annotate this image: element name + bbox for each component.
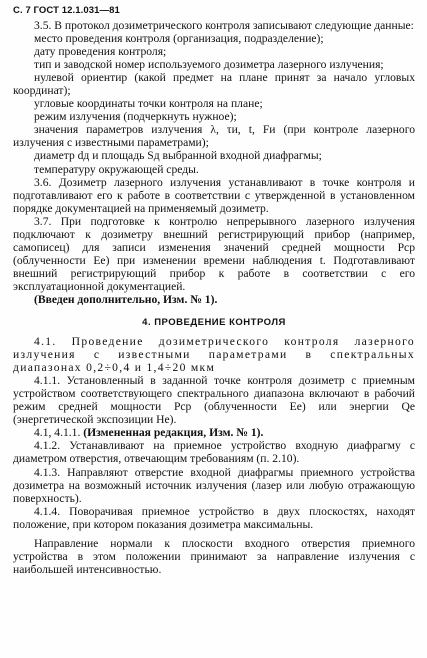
paragraph-4-1-3: 4.1.3. Направляют отверстие входной диафрагмы приемного устройства дозиметра на возможный источник излучения (лазер или любую отражающую поверхность). — [13, 465, 415, 505]
list-item: нулевой ориентир (какой предмет на плане принят за начало угловых координат); — [13, 71, 415, 98]
paragraph-4-1-2: 4.1.2. Устанавливают на приемное устройство входную диафрагму с диаметром отверстия, отвечающим требованиям (п. 2.10). — [13, 439, 415, 466]
amendment-note: (Измененная редакция, Изм. № 1). — [83, 426, 264, 440]
paragraph-3-5: 3.5. В протокол дозиметрического контроля записывают следующие данные: — [34, 19, 414, 32]
section-title: 4. ПРОВЕДЕНИЕ КОНТРОЛЯ — [142, 317, 286, 329]
list-item: диаметр dд и площадь Sд выбранной входной диафрагмы; — [34, 149, 322, 163]
paragraph-4-1: 4.1. Проведение дозиметрического контроля лазерного излучения с известными параметрами в спектральных диапазонах 0,2÷0,4 и 1,4÷20 мкм — [13, 335, 415, 375]
paragraph-3-6: 3.6. Дозиметр лазерного излучения устанавливают в точке контроля и подготавливают его к работе в соответствии с утвержденной в установленном порядке документацией на применяемый дозиметр. — [13, 175, 415, 215]
list-item: место проведения контроля (организация, подразделение); — [34, 32, 324, 46]
paragraph-3-7: 3.7. При подготовке к контролю непрерывного лазерного излучения подключают к дозиметру внешний регистрирующий прибор (например, самописец) для записи изменения значений средней мощности Pср (облученности Eе) при изменении времени наблюдения t. Подготавливают внешний регистрирующий прибор к работе в соответствии с его эксплуатационной документацией. — [13, 214, 415, 293]
list-item: температуру окружающей среды. — [34, 162, 199, 176]
amendment-line — [13, 426, 415, 439]
list-item: угловые координаты точки контроля на плане; — [34, 97, 263, 111]
document-body — [13, 19, 415, 576]
list-item: тип и заводской номер используемого дозиметра лазерного излучения; — [34, 58, 384, 72]
list-item: значения параметров излучения λ, τи, t, Fи (при контроле лазерного излучения с известными параметрами); — [13, 123, 415, 150]
amendment-note: (Введен дополнительно, Изм. № 1). — [34, 292, 218, 306]
list-item: режим излучения (подчеркнуть нужное); — [34, 110, 237, 124]
paragraph-4-1-1: 4.1.1. Установленный в заданной точке контроля дозиметр с приемным устройством соответствующего спектрального диапазона включают в рабочий режим средней мощности Pср (облученности Eе) или энергии Qе (энергетической экспозиции Hе). — [13, 374, 415, 427]
paragraph-final: Направление нормали к плоскости входного отверстия приемного устройства в этом положении принимают за направление излучения с наибольшей интенсивностью. — [13, 536, 415, 576]
paragraph-4-1-4: 4.1.4. Поворачивая приемное устройство в двух плоскостях, находят положение, при котором показания дозиметра максимальны. — [13, 504, 415, 531]
list-item: дату проведения контроля; — [34, 45, 167, 59]
spacer — [13, 306, 415, 316]
running-head: С. 7 ГОСТ 12.1.031—81 — [13, 5, 120, 16]
amendment-label: 4.1, 4.1.1. — [34, 426, 81, 440]
